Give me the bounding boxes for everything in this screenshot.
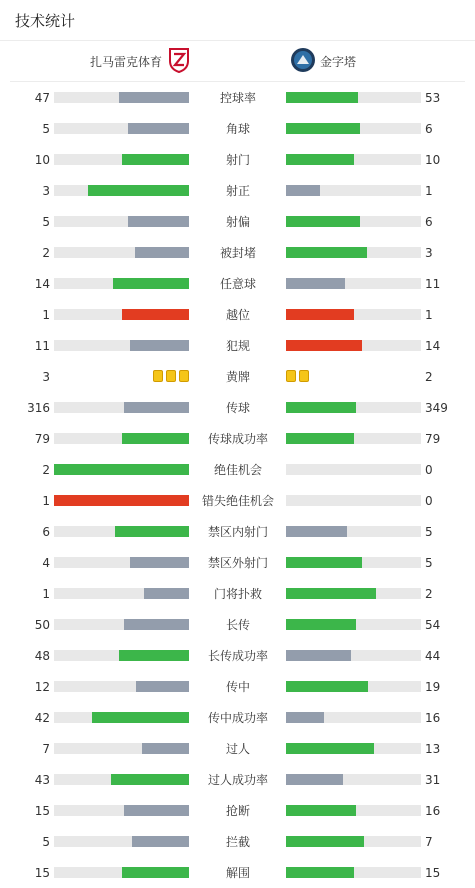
stat-label: 解围 <box>225 866 250 880</box>
home-stat-bar <box>54 309 189 320</box>
away-stat-bar <box>286 402 421 413</box>
stat-row <box>0 330 475 361</box>
home-stat-bar <box>54 743 189 754</box>
away-stat-value: 11 <box>425 277 441 291</box>
stat-label: 抢断 <box>225 804 250 818</box>
away-stat-bar-fill <box>286 123 360 134</box>
home-stat-bar <box>54 433 189 444</box>
away-stat-bar <box>286 185 421 196</box>
away-stat-bar <box>286 340 421 351</box>
home-stat-bar <box>54 123 189 134</box>
away-stat-bar-fill <box>286 216 360 227</box>
away-stat-value: 1 <box>425 308 433 322</box>
home-stat-value: 12 <box>34 680 50 694</box>
stat-label: 禁区外射门 <box>207 556 268 570</box>
stat-label: 禁区内射门 <box>207 525 268 539</box>
home-stat-bar-fill <box>128 216 189 227</box>
stat-row <box>0 485 475 516</box>
away-stat-bar <box>286 495 421 506</box>
home-stat-value: 2 <box>42 246 50 260</box>
home-stat-bar <box>54 340 189 351</box>
home-stat-bar-fill <box>124 619 189 630</box>
stat-label: 错失绝佳机会 <box>201 494 274 508</box>
home-stat-bar <box>54 464 189 475</box>
stats-list <box>0 82 475 888</box>
home-stat-value: 79 <box>34 432 50 446</box>
away-stat-bar-fill <box>286 247 367 258</box>
away-stat-value: 0 <box>425 494 433 508</box>
stat-row <box>0 578 475 609</box>
stat-label: 黄牌 <box>225 370 250 384</box>
home-stat-value: 11 <box>34 339 50 353</box>
home-stat-bar-fill <box>136 681 189 692</box>
home-stat-value: 4 <box>42 556 50 570</box>
away-stat-value: 15 <box>425 866 441 880</box>
stat-label: 过人 <box>225 742 250 756</box>
away-stat-value: 7 <box>425 835 433 849</box>
stat-row <box>0 702 475 733</box>
home-stat-value: 5 <box>42 122 50 136</box>
home-stat-bar-fill <box>144 588 189 599</box>
home-stat-value: 3 <box>42 370 50 384</box>
home-stat-bar <box>54 774 189 785</box>
away-stat-value: 349 <box>425 401 448 415</box>
home-stat-bar <box>54 805 189 816</box>
stat-row <box>0 268 475 299</box>
home-stat-bar-fill <box>122 309 190 320</box>
home-stat-bar-fill <box>122 867 190 878</box>
stat-row <box>0 826 475 857</box>
away-stat-value: 6 <box>425 215 433 229</box>
away-stat-bar <box>286 805 421 816</box>
home-stat-bar-fill <box>88 185 189 196</box>
home-stat-value: 3 <box>42 184 50 198</box>
away-stat-bar <box>286 309 421 320</box>
away-stat-value: 13 <box>425 742 441 756</box>
home-team-name: 扎马雷克体育 <box>89 54 162 69</box>
away-stat-bar <box>286 619 421 630</box>
home-stat-value: 5 <box>42 835 50 849</box>
home-stat-bar-fill <box>135 247 189 258</box>
home-stat-value: 42 <box>34 711 50 725</box>
away-stat-bar <box>286 464 421 475</box>
home-stat-bar-fill <box>124 402 189 413</box>
page-header <box>0 0 475 41</box>
home-stat-bar-fill <box>119 650 189 661</box>
home-stat-bar <box>54 185 189 196</box>
stat-label: 绝佳机会 <box>213 463 262 477</box>
yellow-card-icon <box>153 370 163 382</box>
stat-row <box>0 144 475 175</box>
stat-label: 传中成功率 <box>207 711 268 725</box>
stat-row <box>0 547 475 578</box>
stat-row <box>0 609 475 640</box>
stat-label: 角球 <box>225 122 250 136</box>
home-stat-bar-fill <box>113 278 189 289</box>
away-stat-value: 1 <box>425 184 433 198</box>
home-stat-value: 6 <box>42 525 50 539</box>
stat-label: 传球 <box>225 401 250 415</box>
away-stat-value: 19 <box>425 680 441 694</box>
away-stat-bar <box>286 712 421 723</box>
away-stat-value: 3 <box>425 246 433 260</box>
away-stat-value: 31 <box>425 773 441 787</box>
away-stat-bar <box>286 154 421 165</box>
home-stat-value: 316 <box>27 401 50 415</box>
home-stat-bar-fill <box>130 557 189 568</box>
away-stat-bar-fill <box>286 433 354 444</box>
teams-header <box>10 41 465 82</box>
away-stat-bar <box>286 774 421 785</box>
stat-label: 长传 <box>225 618 250 632</box>
stat-row <box>0 82 475 113</box>
home-stat-value: 43 <box>34 773 50 787</box>
yellow-card-icon <box>166 370 176 382</box>
home-stat-bar <box>54 712 189 723</box>
away-stat-bar-fill <box>286 650 351 661</box>
pyramids-badge-icon <box>290 47 316 76</box>
home-yellow-cards <box>153 370 189 382</box>
home-stat-value: 50 <box>34 618 50 632</box>
away-stat-value: 2 <box>425 587 433 601</box>
away-stat-bar <box>286 743 421 754</box>
home-stat-bar <box>54 836 189 847</box>
stat-row <box>0 175 475 206</box>
away-stat-bar-fill <box>286 681 368 692</box>
home-stat-value: 14 <box>34 277 50 291</box>
home-stat-bar <box>54 867 189 878</box>
home-stat-bar <box>54 557 189 568</box>
home-stat-bar <box>54 619 189 630</box>
stat-label: 被封堵 <box>219 246 256 260</box>
away-stat-bar-fill <box>286 340 362 351</box>
home-stat-value: 1 <box>42 308 50 322</box>
home-stat-bar <box>54 216 189 227</box>
home-stat-bar <box>54 402 189 413</box>
away-stat-value: 2 <box>425 370 433 384</box>
home-stat-value: 5 <box>42 215 50 229</box>
away-yellow-cards <box>286 370 309 382</box>
away-stat-bar-fill <box>286 185 320 196</box>
home-stat-bar <box>54 650 189 661</box>
away-stat-bar-fill <box>286 743 374 754</box>
away-stat-bar <box>286 526 421 537</box>
away-stat-bar-fill <box>286 712 324 723</box>
home-stat-value: 15 <box>34 866 50 880</box>
home-stat-bar-fill <box>142 743 189 754</box>
home-stat-bar-fill <box>130 340 189 351</box>
away-stat-bar-fill <box>286 836 364 847</box>
page-title: 技术统计 <box>15 11 76 30</box>
away-team-name: 金字塔 <box>320 54 357 69</box>
stat-label: 传中 <box>225 680 250 694</box>
stat-label: 长传成功率 <box>207 649 268 663</box>
home-stat-bar-fill <box>54 464 189 475</box>
away-stat-bar-fill <box>286 92 358 103</box>
home-stat-bar-fill <box>128 123 189 134</box>
home-stat-bar <box>54 495 189 506</box>
stat-label: 拦截 <box>225 835 250 849</box>
away-stat-bar-fill <box>286 805 356 816</box>
home-stat-bar-fill <box>54 495 189 506</box>
away-stat-bar <box>286 433 421 444</box>
stat-row <box>0 857 475 888</box>
away-stat-value: 14 <box>425 339 441 353</box>
away-stat-value: 10 <box>425 153 441 167</box>
home-stat-value: 48 <box>34 649 50 663</box>
home-stat-value: 2 <box>42 463 50 477</box>
away-stat-value: 0 <box>425 463 433 477</box>
home-stat-value: 47 <box>34 91 50 105</box>
stat-label: 越位 <box>225 308 250 322</box>
away-stat-bar <box>286 588 421 599</box>
stat-row <box>0 361 475 392</box>
away-stat-bar <box>286 681 421 692</box>
home-stat-bar <box>54 588 189 599</box>
home-stat-value: 10 <box>34 153 50 167</box>
home-stat-value: 7 <box>42 742 50 756</box>
stat-row <box>0 299 475 330</box>
stat-label: 任意球 <box>219 277 256 291</box>
away-stat-value: 5 <box>425 525 433 539</box>
home-stat-value: 1 <box>42 494 50 508</box>
away-stat-bar <box>286 867 421 878</box>
away-stat-bar <box>286 278 421 289</box>
stat-row <box>0 423 475 454</box>
away-stat-bar-fill <box>286 526 347 537</box>
yellow-card-icon <box>286 370 296 382</box>
away-stat-bar-fill <box>286 278 345 289</box>
stat-label: 射正 <box>225 184 250 198</box>
home-stat-bar-fill <box>119 92 189 103</box>
stat-row <box>0 795 475 826</box>
away-stat-bar <box>286 123 421 134</box>
stat-label: 射门 <box>225 153 250 167</box>
away-stat-value: 16 <box>425 804 441 818</box>
home-stat-bar-fill <box>115 526 189 537</box>
stat-label: 控球率 <box>219 91 256 105</box>
away-stat-bar <box>286 92 421 103</box>
home-stat-bar-fill <box>132 836 189 847</box>
stat-row <box>0 640 475 671</box>
home-stat-value: 15 <box>34 804 50 818</box>
away-stat-bar <box>286 247 421 258</box>
away-stat-bar-fill <box>286 557 362 568</box>
home-stat-bar-fill <box>111 774 189 785</box>
home-stat-bar <box>54 247 189 258</box>
home-team[interactable] <box>90 41 190 81</box>
away-stat-bar-fill <box>286 402 356 413</box>
home-stat-bar <box>54 681 189 692</box>
away-stat-bar <box>286 650 421 661</box>
away-stat-bar-fill <box>286 619 356 630</box>
away-stat-bar <box>286 836 421 847</box>
away-stat-value: 79 <box>425 432 441 446</box>
home-stat-bar-fill <box>92 712 189 723</box>
away-stat-value: 44 <box>425 649 441 663</box>
home-stat-bar-fill <box>122 433 190 444</box>
home-stat-bar <box>54 526 189 537</box>
yellow-card-icon <box>179 370 189 382</box>
stat-label: 门将扑救 <box>213 587 262 601</box>
stat-row <box>0 206 475 237</box>
stat-row <box>0 764 475 795</box>
away-stat-bar-fill <box>286 588 376 599</box>
stat-row <box>0 733 475 764</box>
away-stat-value: 5 <box>425 556 433 570</box>
stat-label: 过人成功率 <box>207 773 268 787</box>
away-stat-value: 6 <box>425 122 433 136</box>
away-stat-bar-fill <box>286 309 354 320</box>
stat-label: 射偏 <box>225 215 250 229</box>
stat-row <box>0 237 475 268</box>
stat-row <box>0 113 475 144</box>
away-stat-bar <box>286 216 421 227</box>
away-team[interactable] <box>290 41 356 81</box>
home-stat-bar <box>54 92 189 103</box>
home-stat-bar <box>54 278 189 289</box>
away-stat-value: 16 <box>425 711 441 725</box>
stat-label: 传球成功率 <box>207 432 268 446</box>
away-stat-bar-fill <box>286 154 354 165</box>
home-stat-bar <box>54 154 189 165</box>
home-stat-bar-fill <box>124 805 189 816</box>
away-stat-value: 54 <box>425 618 441 632</box>
stat-row <box>0 671 475 702</box>
away-stat-bar-fill <box>286 867 354 878</box>
stat-label: 犯规 <box>225 339 250 353</box>
yellow-card-icon <box>299 370 309 382</box>
home-stat-bar-fill <box>122 154 190 165</box>
away-stat-bar <box>286 557 421 568</box>
zamalek-shield-icon <box>168 47 190 76</box>
stat-row <box>0 516 475 547</box>
away-stat-bar-fill <box>286 774 343 785</box>
stat-row <box>0 454 475 485</box>
home-stat-value: 1 <box>42 587 50 601</box>
away-stat-value: 53 <box>425 91 441 105</box>
stat-row <box>0 392 475 423</box>
